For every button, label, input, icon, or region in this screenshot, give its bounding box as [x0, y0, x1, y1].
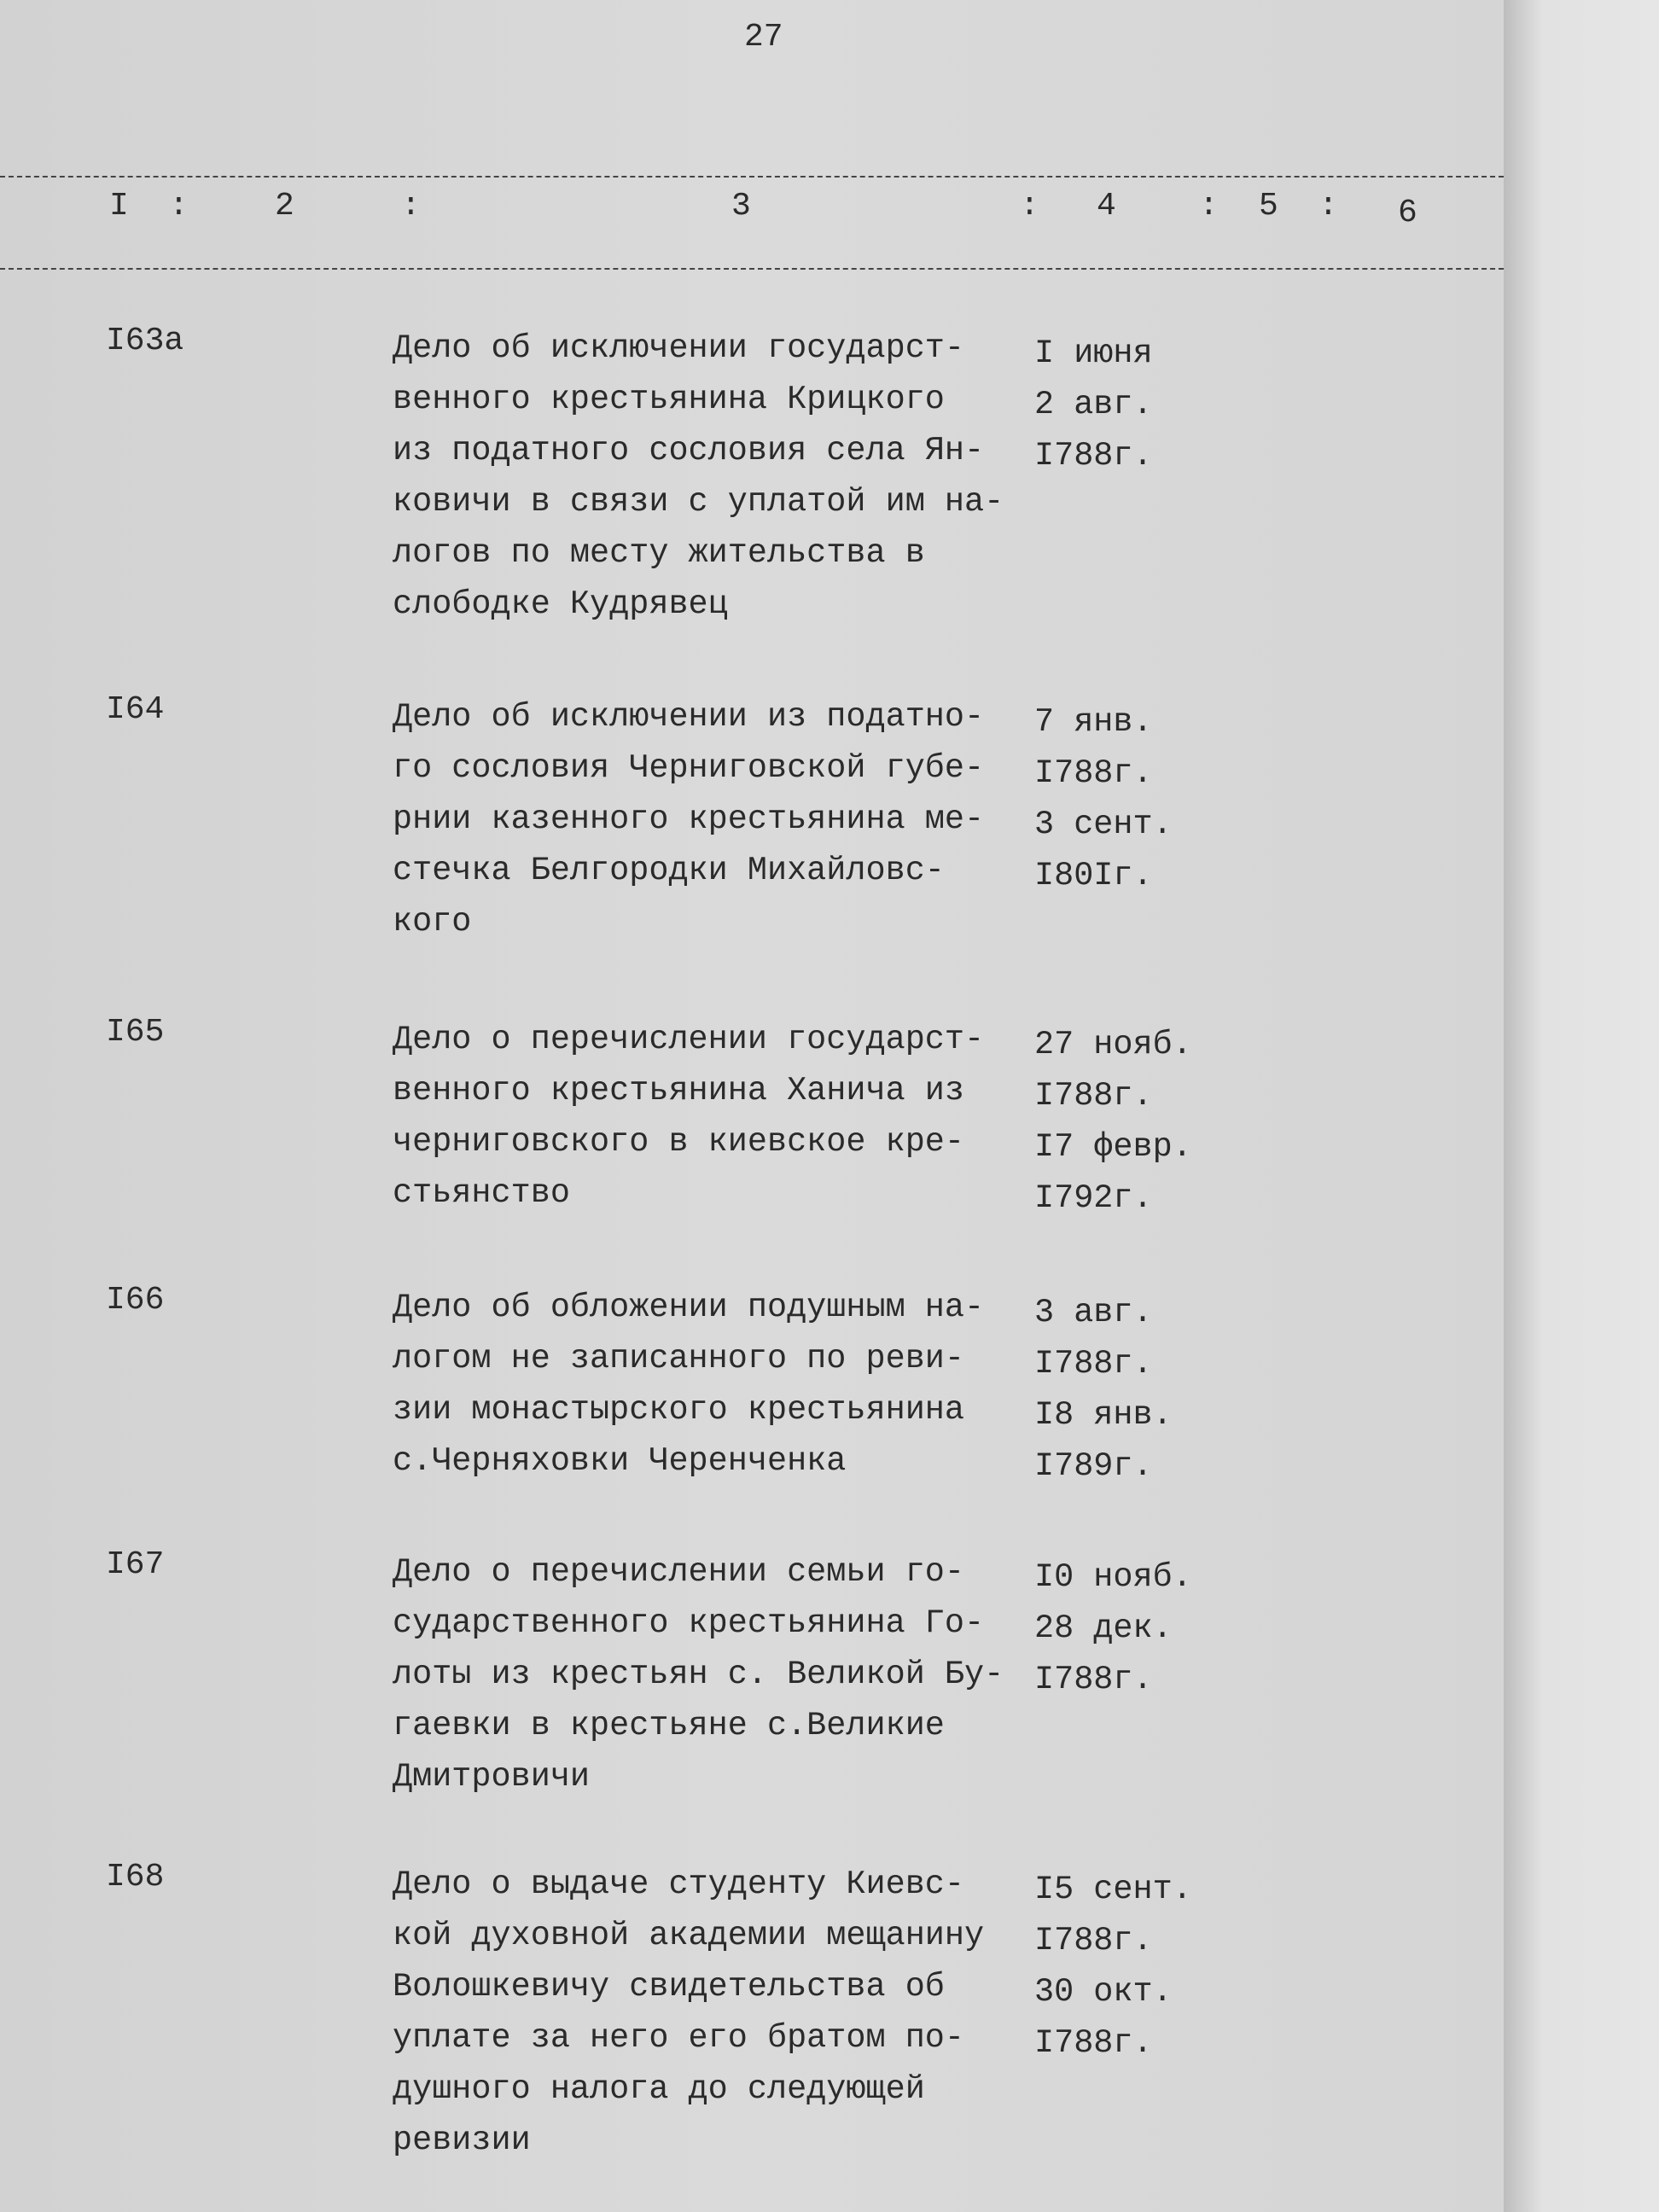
date-line: I789г.: [1034, 1447, 1153, 1485]
entry-dates: [1034, 1019, 1192, 1224]
column-separator: :: [1199, 188, 1219, 224]
date-line: 7 янв.: [1034, 703, 1153, 741]
date-line: I788г.: [1034, 437, 1153, 474]
description-line: Дело об исключении государст-: [393, 329, 965, 367]
date-line: I июня: [1034, 335, 1153, 372]
column-3-label: 3: [731, 188, 751, 224]
date-line: I80Iг.: [1034, 857, 1153, 894]
description-line: душного налога до следующей: [393, 2070, 925, 2108]
description-line: Дело о выдаче студенту Киевс-: [393, 1866, 965, 1903]
description-line: зии монастырского крестьянина: [393, 1391, 965, 1429]
entry-description: [393, 1282, 984, 1487]
description-line: Дело об обложении подушным на-: [393, 1289, 985, 1326]
date-line: I7 февр.: [1034, 1128, 1192, 1166]
description-line: черниговского в киевское кре-: [393, 1123, 965, 1161]
column-separator: :: [1020, 188, 1039, 224]
date-line: I788г.: [1034, 1345, 1153, 1382]
description-line: гаевки в крестьяне с.Великие: [393, 1707, 945, 1744]
date-line: I788г.: [1034, 1661, 1153, 1698]
description-line: кого: [393, 903, 472, 940]
page-edge: [1504, 0, 1659, 2212]
description-line: уплате за него его братом по-: [393, 2019, 965, 2057]
entry-number: I68: [106, 1859, 165, 1895]
column-separator: :: [169, 188, 189, 224]
column-separator: :: [1318, 188, 1338, 224]
column-6-label: 6: [1398, 195, 1417, 231]
column-1-label: I: [109, 188, 129, 224]
entry-description: [393, 691, 984, 947]
date-line: I788г.: [1034, 754, 1153, 792]
entry-number: I67: [106, 1546, 165, 1583]
entry-number: I66: [106, 1282, 165, 1318]
date-line: I8 янв.: [1034, 1396, 1173, 1434]
description-line: ковичи в связи с уплатой им на-: [393, 483, 1004, 521]
description-line: рнии казенного крестьянина ме-: [393, 800, 985, 838]
entry-dates: [1034, 1287, 1173, 1492]
date-line: 3 авг.: [1034, 1294, 1153, 1331]
entry-dates: [1034, 1551, 1192, 1705]
column-separator: :: [401, 188, 421, 224]
entry-number: I64: [106, 691, 165, 728]
description-line: Дело об исключении из податно-: [393, 698, 985, 736]
description-line: лоты из крестьян с. Великой Бу-: [393, 1656, 1004, 1693]
description-line: го сословия Черниговской губе-: [393, 749, 985, 787]
entry-description: [393, 1859, 984, 2166]
description-line: Дело о перечислении государст-: [393, 1021, 985, 1058]
entry-description: [393, 323, 1004, 630]
date-line: I788г.: [1034, 2024, 1153, 2062]
description-line: стечка Белгородки Михайловс-: [393, 852, 945, 889]
column-4-label: 4: [1097, 188, 1116, 224]
description-line: сударственного крестьянина Го-: [393, 1604, 985, 1642]
date-line: 3 сент.: [1034, 806, 1173, 843]
description-line: с.Черняховки Черенченка: [393, 1442, 847, 1480]
header-bottom-rule: [0, 268, 1504, 270]
description-line: стьянство: [393, 1174, 570, 1212]
description-line: слободке Кудрявец: [393, 585, 728, 623]
description-line: из податного сословия села Ян-: [393, 432, 985, 469]
description-line: ревизии: [393, 2122, 531, 2159]
page-number: 27: [744, 19, 783, 55]
header-top-rule: [0, 176, 1504, 178]
date-line: 27 нояб.: [1034, 1026, 1192, 1063]
date-line: I792г.: [1034, 1179, 1153, 1217]
description-line: венного крестьянина Крицкого: [393, 381, 945, 418]
description-line: Волошкевичу свидетельства об: [393, 1968, 945, 2005]
description-line: логов по месту жительства в: [393, 534, 925, 572]
description-line: логом не записанного по реви-: [393, 1340, 965, 1377]
date-line: I0 нояб.: [1034, 1558, 1192, 1596]
date-line: 30 окт.: [1034, 1973, 1173, 2011]
date-line: I5 сент.: [1034, 1871, 1192, 1908]
description-line: кой духовной академии мещанину: [393, 1917, 985, 1954]
entry-dates: [1034, 328, 1153, 481]
date-line: I788г.: [1034, 1922, 1153, 1959]
description-line: Дело о перечислении семьи го-: [393, 1553, 965, 1591]
description-line: Дмитровичи: [393, 1758, 591, 1796]
date-line: 2 авг.: [1034, 386, 1153, 423]
entry-description: [393, 1014, 984, 1219]
column-5-label: 5: [1259, 188, 1278, 224]
column-2-label: 2: [275, 188, 294, 224]
entry-dates: [1034, 696, 1173, 901]
entry-dates: [1034, 1864, 1192, 2069]
date-line: I788г.: [1034, 1077, 1153, 1115]
date-line: 28 дек.: [1034, 1610, 1173, 1647]
description-line: венного крестьянина Ханича из: [393, 1072, 965, 1109]
entry-number: I63а: [106, 323, 184, 359]
entry-description: [393, 1546, 1004, 1802]
entry-number: I65: [106, 1014, 165, 1051]
